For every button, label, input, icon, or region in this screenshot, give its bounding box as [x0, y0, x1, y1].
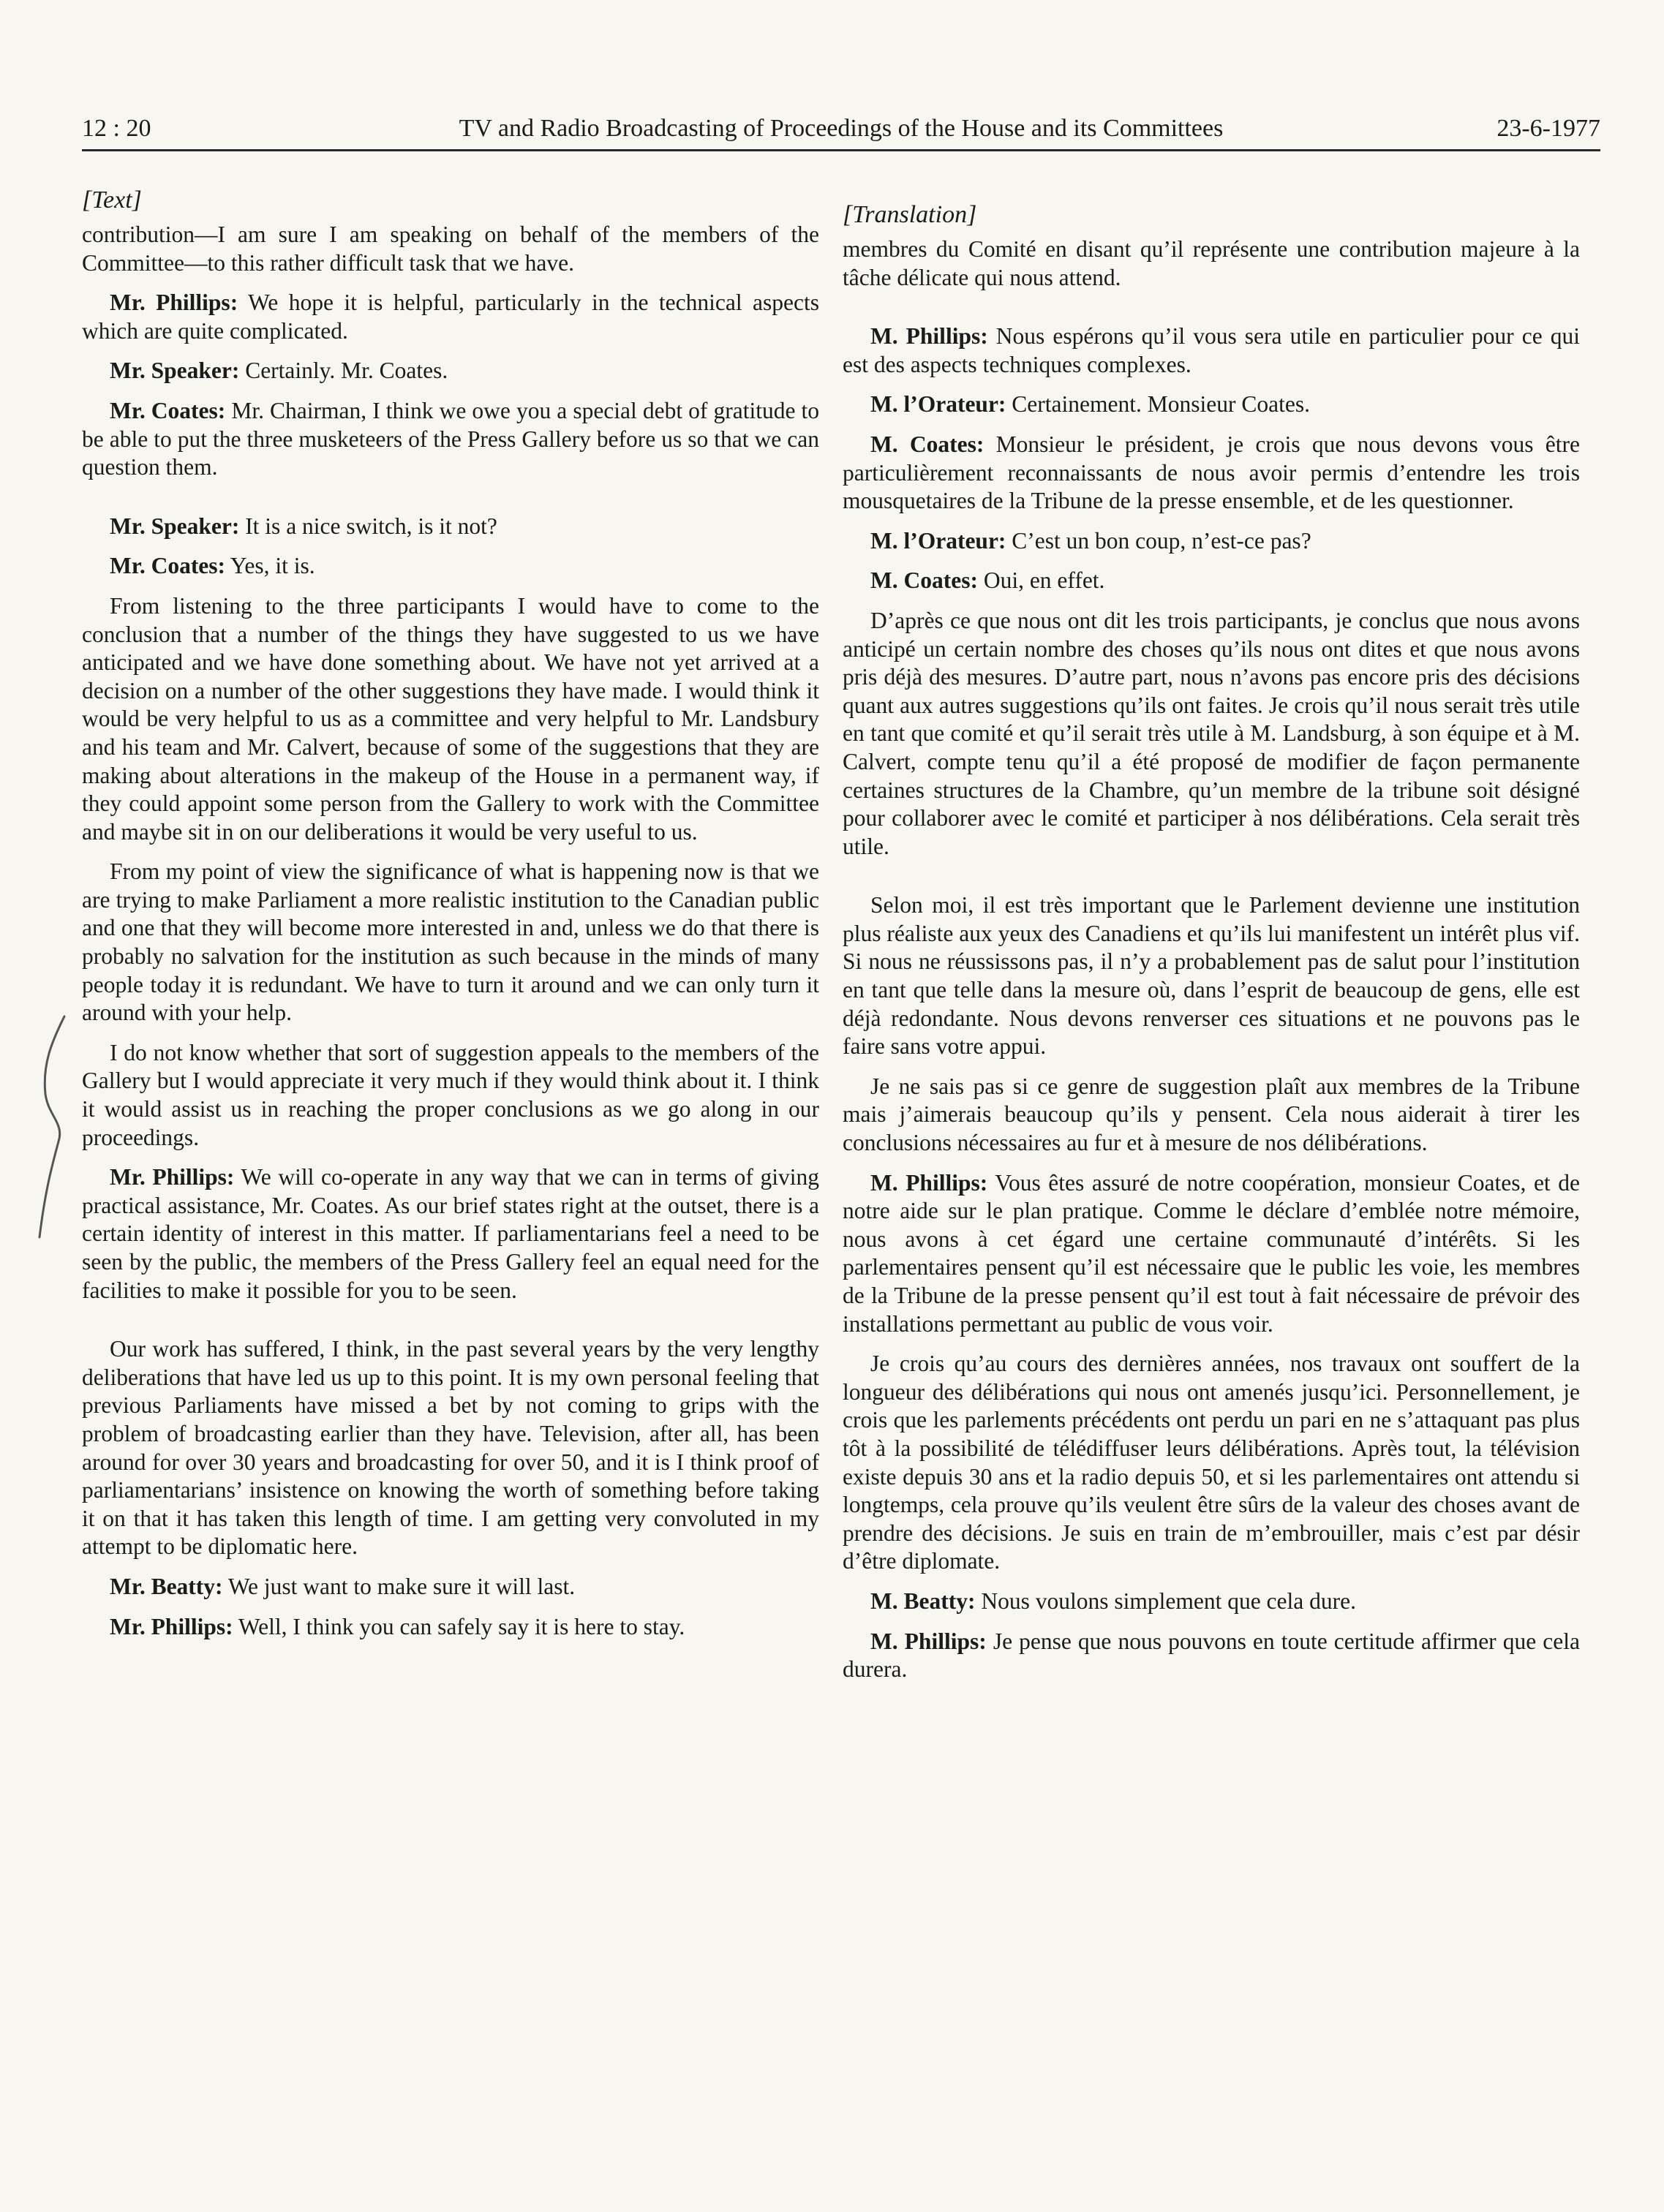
paragraph-text: It is a nice switch, is it not? [239, 513, 497, 539]
column-label: [Translation] [843, 201, 977, 228]
paragraph [82, 1613, 819, 1642]
paragraph-text: Je crois qu’au cours des dernières années, nos travaux ont souffert de la longueur des délibérations qui nous ont amenés jusqu’ici. Personnellement, je crois que les parlements précédents ont perdu un pari en ne s’attaquant pas plus tôt à la possibilité de télédiffuser leurs délibérations. Après tout, la télévision existe depuis 30 ans et la radio depuis 50, et si les parlementaires ont attendu si longtemps, cela prouve qu’ils veulent être sûrs de la valeur des choses avant de prendre des décisions. Je suis en train de m’embrouiller, mais c’est par désir d’être diplomate. [843, 1351, 1580, 1574]
paragraph [843, 1588, 1580, 1616]
speaker-name: Mr. Beatty: [110, 1573, 223, 1599]
speaker-name: Mr. Coates: [110, 397, 226, 423]
paragraph [82, 1335, 819, 1561]
paragraph-text: Our work has suffered, I think, in the past several years by the very lengthy deliberations that have led us up to this point. It is my own personal feeling that previous Parliaments have missed a bet by not coming to grips with the problem of broadcasting earlier than they have. Television, after all, has been around for over 30 years and broadcasting for over 50, and it is I think proof of parliamentarians’ insistence on knowing the worth of something before taking it on that it has taken this length of time. I am getting very convoluted in my attempt to be diplomatic here. [82, 1336, 819, 1560]
speaker-name: M. Phillips: [870, 1169, 988, 1196]
speaker-name: M. Phillips: [870, 1628, 987, 1654]
page-number: 12 : 20 [82, 115, 151, 142]
speaker-name: M. l’Orateur: [870, 391, 1006, 418]
paragraph-text: Certainement. Monsieur Coates. [1006, 391, 1310, 418]
speaker-name: Mr. Speaker: [110, 358, 240, 384]
column-label: [Text] [82, 186, 142, 214]
paragraph-text: Mr. Chairman, I think we owe you a special debt of gratitude to be able to put the three musketeers of the Press Gallery before us so that we can question them. [82, 397, 820, 480]
paragraph [82, 357, 819, 385]
paragraph [82, 1573, 819, 1601]
paragraph-text: Yes, it is. [225, 553, 315, 579]
paragraph [82, 221, 819, 277]
paragraph [843, 567, 1580, 595]
speaker-name: M. Coates: [870, 567, 978, 594]
page-header [82, 108, 1600, 151]
paragraph [843, 1350, 1580, 1576]
paragraph [843, 1169, 1580, 1339]
paragraph [82, 858, 819, 1027]
paragraph [843, 1628, 1580, 1684]
paragraph [843, 891, 1580, 1061]
page-date: 23-6-1977 [1497, 115, 1600, 142]
paragraph-text: contribution—I am sure I am speaking on behalf of the members of the Committee—to this rather difficult task that we have. [82, 222, 819, 276]
paragraph-text: Je ne sais pas si ce genre de suggestion plaît aux membres de la Tribune mais j’aimerais beaucoup qu’ils y pensent. Cela nous aiderait à tirer les conclusions nécessaires au fur et à mesure de nos délibérations. [843, 1073, 1580, 1156]
paragraph [82, 513, 819, 541]
paragraph-text: Nous espérons qu’il vous sera utile en particulier pour ce qui est des aspects techniques complexes. [843, 323, 1581, 377]
paragraph [82, 552, 819, 581]
paragraph-text: From my point of view the significance of what is happening now is that we are trying to make Parliament a more realistic institution to the Canadian public and one that they will become more interested in and, unless we do that there is probably no salvation for the institution as such because in the minds of many people today it is redundant. We have to turn it around and we can only turn it around with your help. [82, 858, 819, 1026]
paragraph-text: We just want to make sure it will last. [222, 1573, 576, 1599]
paragraph [82, 289, 819, 345]
paragraph-text: Nous voulons simplement que cela dure. [975, 1588, 1356, 1614]
paragraph [843, 1073, 1580, 1158]
paragraph-text: Je pense que nous pouvons en toute certitude affirmer que cela durera. [843, 1628, 1581, 1683]
paragraph-text: Certainly. Mr. Coates. [239, 358, 448, 384]
paragraph-text: Vous êtes assuré de notre coopération, monsieur Coates, et de notre aide sur le plan pratique. Comme le déclare d’emblée notre mémoire, nous avons à cet égard une certaine communauté d’intérêts. Si les parlementaires pensent qu’il est nécessaire que le public les voie, les membres de la Tribune de la presse pensent qu’il est tout à fait nécessaire de prévoir des installations permettant au public de vous voir. [843, 1169, 1581, 1337]
paragraph [843, 235, 1580, 292]
speaker-name: M. Beatty: [870, 1588, 976, 1614]
paragraph-text: Selon moi, il est très important que le Parlement devienne une institution plus réaliste aux yeux des Canadiens et qu’ils lui manifestent un intérêt plus vif. Si nous ne réussissons pas, il n’y a probablement pas de salut pour l’institution en tant que telle dans la mesure où, dans l’esprit de beaucoup de gens, elle est déjà redondante. Nous devons renverser ces situations et ne pouvons pas le faire sans votre appui. [843, 892, 1580, 1060]
speaker-name: M. Coates: [870, 431, 985, 457]
paragraph-text: D’après ce que nous ont dit les trois participants, je conclus que nous avons anticipé un certain nombre des choses qu’ils nous ont dites et que nous avons pris déjà des mesures. D’autre part, nous n’avons pas encore pris des décisions quant aux autres suggestions qu’ils ont faites. Je crois qu’il nous serait très utile en tant que comité et qu’il serait très utile à M. Landsburg, à son équipe et à M. Calvert, compte tenu qu’il a été proposé de modifier de façon permanente certaines structures de la Chambre, qu’un membre de la tribune soit désigné pour collaborer avec le comité et participer à nos délibérations. Cela serait très utile. [843, 607, 1580, 859]
running-title: TV and Radio Broadcasting of Proceedings of the House and its Committees [459, 115, 1224, 142]
speaker-name: Mr. Phillips: [110, 1613, 233, 1639]
speaker-name: M. Phillips: [870, 323, 988, 350]
paragraph-text: We hope it is helpful, particularly in the technical aspects which are quite complicated. [82, 290, 819, 344]
paragraph [82, 1039, 819, 1152]
paragraph [843, 527, 1580, 556]
french-column [843, 199, 1580, 1696]
paragraph [82, 1163, 819, 1305]
paragraph [843, 322, 1580, 379]
speaker-name: M. l’Orateur: [870, 527, 1006, 554]
speaker-name: Mr. Phillips: [110, 290, 238, 316]
paragraph [843, 431, 1580, 516]
speaker-name: Mr. Phillips: [110, 1164, 235, 1190]
paragraph-text: From listening to the three participants I would have to come to the conclusion that a number of the things they have suggested to us we have anticipated and we have done something about. We have not yet arrived at a decision on a number of the other suggestions they have made. I would think it would be very helpful to us as a committee and very helpful to Mr. Landsbury and his team and Mr. Calvert, because of some of the suggestions that they are making about alterations in the makeup of the House in a permanent way, if they could appoint some person from the Gallery to work with the Committee and maybe sit in on our deliberations it would be very useful to us. [82, 592, 819, 845]
english-column [82, 184, 819, 1653]
paragraph-text: C’est un bon coup, n’est-ce pas? [1006, 527, 1311, 554]
speaker-name: Mr. Coates: [110, 553, 226, 579]
paragraph [82, 397, 819, 482]
paragraph [82, 592, 819, 846]
handwritten-margin-mark [29, 1013, 80, 1240]
paragraph-text: Well, I think you can safely say it is here to stay. [233, 1613, 685, 1639]
speaker-name: Mr. Speaker: [110, 513, 240, 539]
paragraph [843, 390, 1580, 419]
paragraph-text: Oui, en effet. [977, 567, 1105, 594]
paragraph-text: Monsieur le président, je crois que nous devons vous être particulièrement reconnaissants de nous avoir permis d’entendre les trois mousquetaires de la Tribune de la presse ensemble, et de les questionner. [843, 431, 1581, 514]
paragraph-text: I do not know whether that sort of suggestion appeals to the members of the Gallery but I would appreciate it very much if they would think about it. I think it would assist us in reaching the proper conclusions as we go along in our proceedings. [82, 1039, 819, 1150]
paragraph-text: We will co-operate in any way that we can in terms of giving practical assistance, Mr. Coates. As our brief states right at the outset, there is a certain identity of interest in this matter. If parliamentarians feel a need to be seen by the public, the members of the Press Gallery feel an equal need for the facilities to make it possible for you to be seen. [82, 1164, 819, 1303]
paragraph [843, 607, 1580, 861]
paragraph-text: membres du Comité en disant qu’il représente une contribution majeure à la tâche délicate qui nous attend. [843, 236, 1580, 290]
